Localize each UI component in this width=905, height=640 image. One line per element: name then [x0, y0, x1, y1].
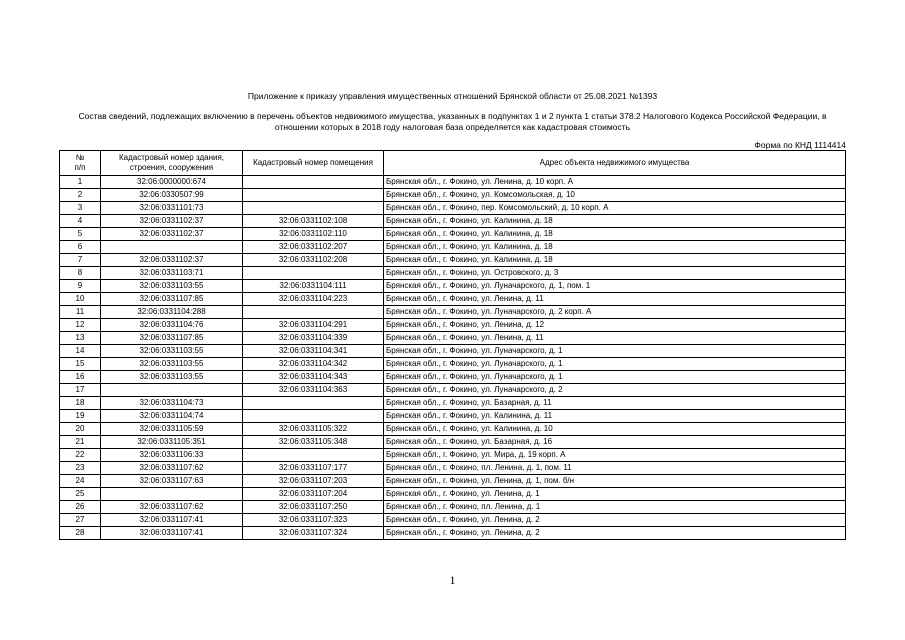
cell-room-cadastral	[243, 176, 384, 189]
table-row	[60, 397, 846, 410]
table-row	[60, 371, 846, 384]
cell-row-number: 24	[60, 475, 101, 488]
cell-room-cadastral: 32:06:0331107:324	[243, 527, 384, 540]
cell-row-number: 11	[60, 306, 101, 319]
form-code-label: Форма по КНД 1114414	[754, 140, 846, 150]
cell-row-number: 2	[60, 189, 101, 202]
cell-row-number: 8	[60, 267, 101, 280]
header-address: Адрес объекта недвижимого имущества	[384, 151, 846, 176]
cell-address: Брянская обл., г. Фокино, ул. Островского, д. 3	[384, 267, 846, 280]
cell-building-cadastral: 32:06:0331102:37	[101, 215, 243, 228]
table-row	[60, 215, 846, 228]
cell-room-cadastral: 32:06:0331102:110	[243, 228, 384, 241]
cell-building-cadastral: 32:06:0331107:63	[101, 475, 243, 488]
cell-address: Брянская обл., г. Фокино, ул. Калинина, д. 18	[384, 228, 846, 241]
cell-building-cadastral	[101, 488, 243, 501]
header-room-cadastral: Кадастровый номер помещения	[243, 151, 384, 176]
cell-room-cadastral: 32:06:0331104:223	[243, 293, 384, 306]
cell-building-cadastral: 32:06:0331103:55	[101, 358, 243, 371]
cell-room-cadastral: 32:06:0331102:207	[243, 241, 384, 254]
table-row	[60, 345, 846, 358]
table-row	[60, 267, 846, 280]
cell-address: Брянская обл., г. Фокино, ул. Ленина, д. 10 корп. А	[384, 176, 846, 189]
table-row	[60, 423, 846, 436]
cell-address: Брянская обл., г. Фокино, ул. Луначарского, д. 2 корп. А	[384, 306, 846, 319]
page-number: 1	[449, 573, 456, 587]
cell-room-cadastral: 32:06:0331104:341	[243, 345, 384, 358]
cell-building-cadastral: 32:06:0331104:73	[101, 397, 243, 410]
cell-room-cadastral	[243, 410, 384, 423]
cell-room-cadastral: 32:06:0331107:203	[243, 475, 384, 488]
cell-row-number: 27	[60, 514, 101, 527]
table-body	[60, 176, 846, 540]
cell-address: Брянская обл., г. Фокино, пл. Ленина, д. 1, пом. 11	[384, 462, 846, 475]
cell-address: Брянская обл., г. Фокино, ул. Ленина, д. 2	[384, 527, 846, 540]
cell-room-cadastral: 32:06:0331102:108	[243, 215, 384, 228]
table-row	[60, 254, 846, 267]
subtitle-line-2: отношении которых в 2018 году налоговая база определяется как кадастровая стоимость	[274, 121, 631, 132]
table-row	[60, 228, 846, 241]
cell-address: Брянская обл., г. Фокино, ул. Ленина, д. 1, пом. б/н	[384, 475, 846, 488]
cell-row-number: 4	[60, 215, 101, 228]
cell-address: Брянская обл., г. Фокино, ул. Луначарского, д. 1	[384, 358, 846, 371]
table-row	[60, 436, 846, 449]
cell-building-cadastral: 32:06:0331103:55	[101, 345, 243, 358]
property-register-table	[59, 150, 846, 540]
cell-row-number: 5	[60, 228, 101, 241]
cell-room-cadastral	[243, 189, 384, 202]
cell-building-cadastral: 32:06:0331103:71	[101, 267, 243, 280]
table-row	[60, 384, 846, 397]
cell-row-number: 12	[60, 319, 101, 332]
cell-row-number: 10	[60, 293, 101, 306]
header-row-number-line-2: п/п	[74, 163, 86, 172]
cell-address: Брянская обл., г. Фокино, пер. Комсомольский, д. 10 корп. А	[384, 202, 846, 215]
cell-address: Брянская обл., г. Фокино, ул. Ленина, д. 1	[384, 488, 846, 501]
cell-building-cadastral: 32:06:0331103:55	[101, 280, 243, 293]
cell-row-number: 21	[60, 436, 101, 449]
cell-room-cadastral: 32:06:0331107:250	[243, 501, 384, 514]
cell-building-cadastral: 32:06:0330507:99	[101, 189, 243, 202]
cell-row-number: 22	[60, 449, 101, 462]
cell-room-cadastral: 32:06:0331107:177	[243, 462, 384, 475]
cell-building-cadastral: 32:06:0331107:85	[101, 293, 243, 306]
cell-row-number: 20	[60, 423, 101, 436]
cell-building-cadastral: 32:06:0331102:37	[101, 254, 243, 267]
cell-address: Брянская обл., г. Фокино, ул. Луначарского, д. 1, пом. 1	[384, 280, 846, 293]
cell-address: Брянская обл., г. Фокино, ул. Калинина, д. 18	[384, 215, 846, 228]
cell-row-number: 23	[60, 462, 101, 475]
cell-row-number: 13	[60, 332, 101, 345]
subtitle-line-1: Состав сведений, подлежащих включению в перечень объектов недвижимого имущества, указанных в подпунктах 1 и 2 пункта 1 статьи 378.2 Налогового Кодекса Российской Федерации, в	[78, 111, 827, 121]
cell-row-number: 6	[60, 241, 101, 254]
cell-address: Брянская обл., г. Фокино, ул. Ленина, д. 11	[384, 332, 846, 345]
table-row	[60, 332, 846, 345]
cell-building-cadastral	[101, 241, 243, 254]
cell-row-number: 25	[60, 488, 101, 501]
cell-room-cadastral: 32:06:0331104:291	[243, 319, 384, 332]
cell-address: Брянская обл., г. Фокино, ул. Базарная, д. 16	[384, 436, 846, 449]
header-row-number	[60, 151, 101, 176]
cell-address: Брянская обл., г. Фокино, ул. Калинина, д. 11	[384, 410, 846, 423]
table-row	[60, 280, 846, 293]
cell-room-cadastral	[243, 397, 384, 410]
table-row	[60, 189, 846, 202]
cell-address: Брянская обл., г. Фокино, ул. Калинина, д. 18	[384, 241, 846, 254]
table-row	[60, 358, 846, 371]
header-building-cadastral: Кадастровый номер здания, строения, сооружения	[101, 151, 243, 176]
cell-building-cadastral: 32:06:0331107:62	[101, 462, 243, 475]
table-row	[60, 410, 846, 423]
cell-address: Брянская обл., г. Фокино, ул. Ленина, д. 2	[384, 514, 846, 527]
cell-building-cadastral: 32:06:0331107:62	[101, 501, 243, 514]
table-row	[60, 176, 846, 189]
cell-building-cadastral: 32:06:0331103:55	[101, 371, 243, 384]
document-subtitle	[40, 111, 865, 132]
cell-row-number: 3	[60, 202, 101, 215]
cell-building-cadastral: 32:06:0331104:288	[101, 306, 243, 319]
cell-room-cadastral: 32:06:0331102:208	[243, 254, 384, 267]
cell-row-number: 16	[60, 371, 101, 384]
cell-address: Брянская обл., г. Фокино, ул. Луначарского, д. 1	[384, 371, 846, 384]
cell-room-cadastral: 32:06:0331104:363	[243, 384, 384, 397]
cell-room-cadastral	[243, 267, 384, 280]
cell-address: Брянская обл., г. Фокино, ул. Калинина, д. 18	[384, 254, 846, 267]
cell-building-cadastral: 32:06:0331104:76	[101, 319, 243, 332]
cell-room-cadastral: 32:06:0331104:343	[243, 371, 384, 384]
document-title: Приложение к приказу управления имущественных отношений Брянской области от 25.08.2021 №1393	[247, 91, 658, 101]
cell-row-number: 7	[60, 254, 101, 267]
cell-building-cadastral: 32:06:0331107:41	[101, 527, 243, 540]
header-row-number-line-1: №	[75, 153, 85, 162]
cell-address: Брянская обл., г. Фокино, пл. Ленина, д. 1	[384, 501, 846, 514]
cell-address: Брянская обл., г. Фокино, ул. Базарная, д. 11	[384, 397, 846, 410]
cell-building-cadastral: 32:06:0000000:674	[101, 176, 243, 189]
cell-row-number: 15	[60, 358, 101, 371]
cell-address: Брянская обл., г. Фокино, ул. Комсомольская, д. 10	[384, 189, 846, 202]
cell-building-cadastral: 32:06:0331102:37	[101, 228, 243, 241]
table-row	[60, 306, 846, 319]
table-row	[60, 514, 846, 527]
cell-room-cadastral: 32:06:0331107:323	[243, 514, 384, 527]
cell-room-cadastral: 32:06:0331107:204	[243, 488, 384, 501]
table-row	[60, 475, 846, 488]
cell-building-cadastral: 32:06:0331106:33	[101, 449, 243, 462]
cell-room-cadastral: 32:06:0331105:348	[243, 436, 384, 449]
cell-room-cadastral: 32:06:0331104:342	[243, 358, 384, 371]
cell-address: Брянская обл., г. Фокино, ул. Луначарского, д. 2	[384, 384, 846, 397]
cell-building-cadastral	[101, 384, 243, 397]
cell-row-number: 17	[60, 384, 101, 397]
table-row	[60, 462, 846, 475]
table-row	[60, 449, 846, 462]
table-row	[60, 293, 846, 306]
cell-room-cadastral: 32:06:0331105:322	[243, 423, 384, 436]
table-header-row	[60, 151, 846, 176]
cell-row-number: 28	[60, 527, 101, 540]
cell-row-number: 9	[60, 280, 101, 293]
cell-building-cadastral: 32:06:0331104:74	[101, 410, 243, 423]
cell-room-cadastral	[243, 449, 384, 462]
cell-building-cadastral: 32:06:0331105:351	[101, 436, 243, 449]
cell-building-cadastral: 32:06:0331101:73	[101, 202, 243, 215]
cell-address: Брянская обл., г. Фокино, ул. Ленина, д. 11	[384, 293, 846, 306]
table-row	[60, 202, 846, 215]
cell-address: Брянская обл., г. Фокино, ул. Луначарского, д. 1	[384, 345, 846, 358]
table-row	[60, 501, 846, 514]
cell-building-cadastral: 32:06:0331105:59	[101, 423, 243, 436]
cell-row-number: 19	[60, 410, 101, 423]
cell-address: Брянская обл., г. Фокино, ул. Калинина, д. 10	[384, 423, 846, 436]
cell-row-number: 26	[60, 501, 101, 514]
cell-row-number: 18	[60, 397, 101, 410]
cell-building-cadastral: 32:06:0331107:85	[101, 332, 243, 345]
cell-address: Брянская обл., г. Фокино, ул. Мира, д. 19 корп. А	[384, 449, 846, 462]
cell-room-cadastral: 32:06:0331104:111	[243, 280, 384, 293]
cell-room-cadastral	[243, 306, 384, 319]
cell-room-cadastral	[243, 202, 384, 215]
table-row	[60, 488, 846, 501]
cell-address: Брянская обл., г. Фокино, ул. Ленина, д. 12	[384, 319, 846, 332]
table-row	[60, 527, 846, 540]
cell-row-number: 14	[60, 345, 101, 358]
cell-building-cadastral: 32:06:0331107:41	[101, 514, 243, 527]
cell-row-number: 1	[60, 176, 101, 189]
cell-room-cadastral: 32:06:0331104:339	[243, 332, 384, 345]
table-row	[60, 241, 846, 254]
table-row	[60, 319, 846, 332]
